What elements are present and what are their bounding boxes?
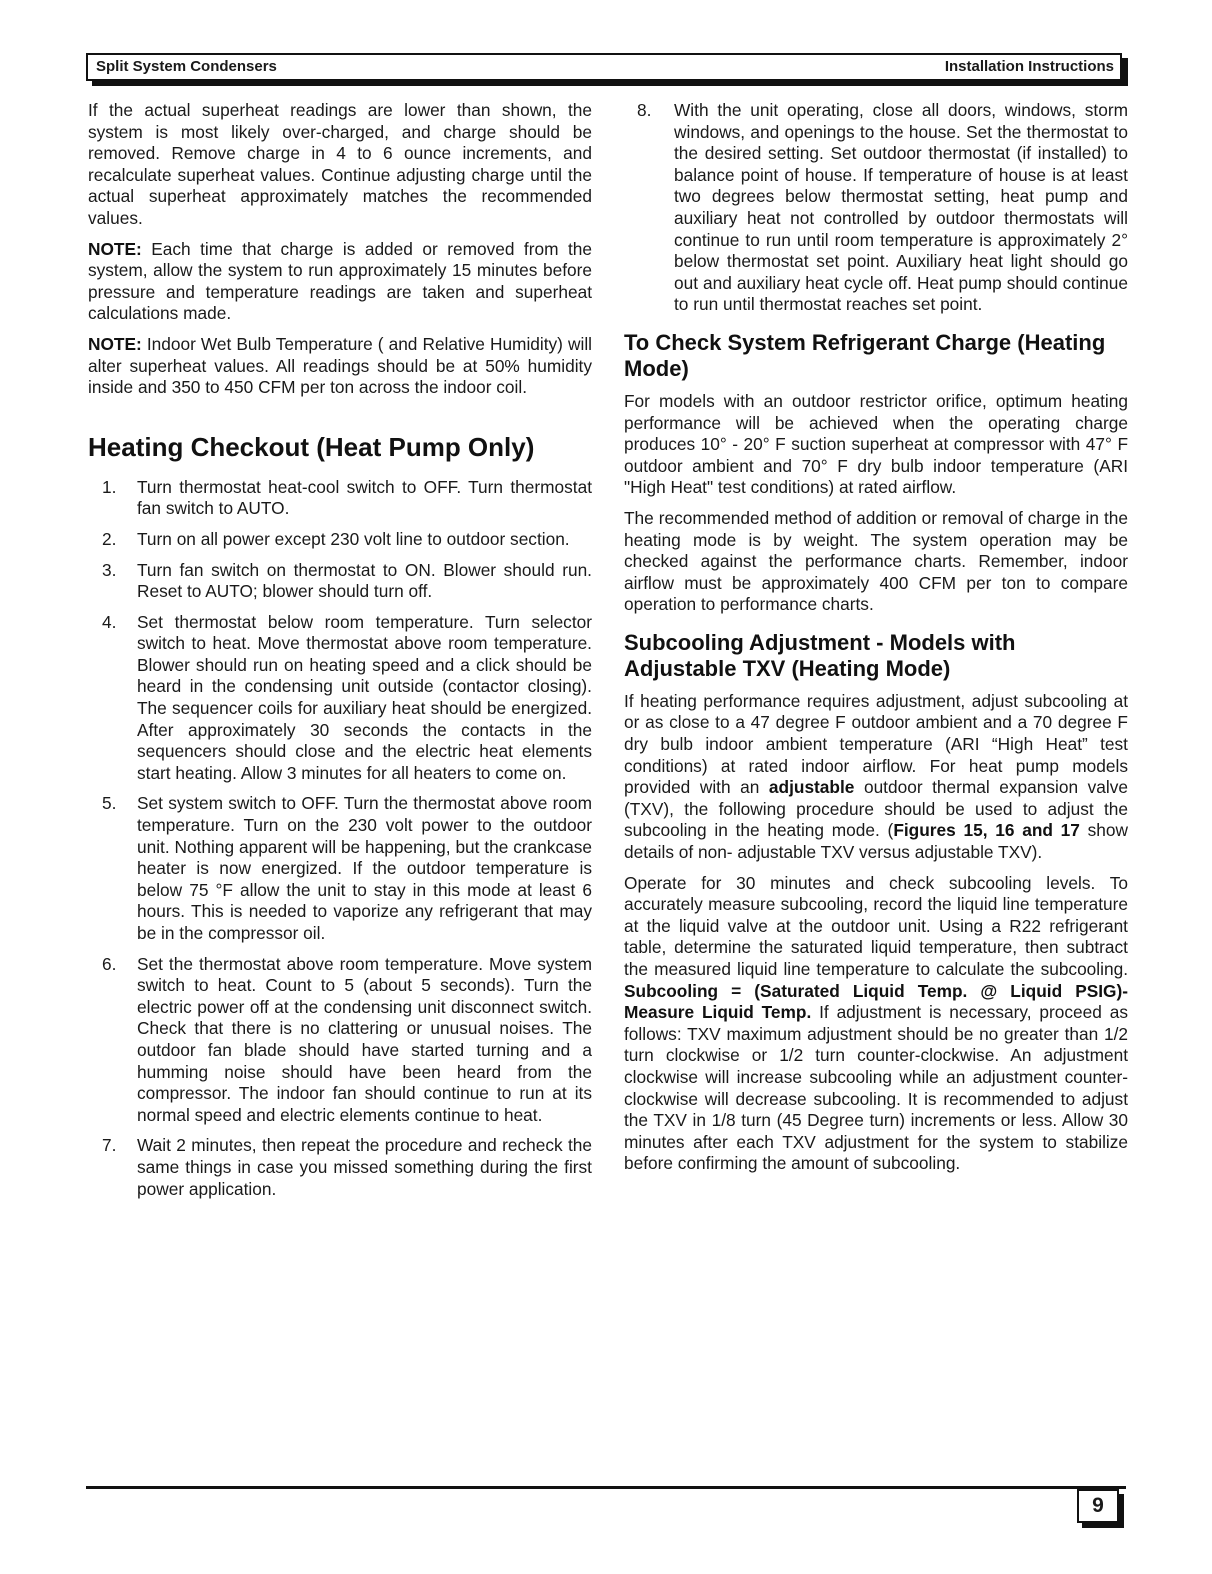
refrigerant-charge-paragraph-2: The recommended method of addition or removal of charge in the heating mode is by weight. The system operation may be checked against the performance charts. Remember, indoor airflow must be approximately 400 CFM per ton to compare operation to performance charts. <box>624 507 1128 615</box>
paragraph-text: show details of non- adjustable TXV versus adjustable TXV). <box>624 820 1128 863</box>
heating-checkout-heading: Heating Checkout (Heat Pump Only) <box>88 431 535 462</box>
page-number: 9 <box>1077 1489 1119 1523</box>
paragraph-text: outdoor thermal expansion valve (TXV), the following procedure should be used to adjust the subcooling in the heating mode. ( <box>624 777 1128 841</box>
step-text: Turn fan switch on thermostat to ON. Blower should run. Reset to AUTO; blower should turn off. <box>137 559 592 602</box>
figure-reference: Figures 15, 16 and 17 <box>893 820 1080 841</box>
note-text: Indoor Wet Bulb Temperature ( and Relative Humidity) will alter superheat values. All readings should be at 50% humidity inside and 350 to 450 CFM per ton across the indoor coil. <box>88 333 592 398</box>
note-label: NOTE: <box>88 238 142 259</box>
footer-rule <box>86 1486 1126 1489</box>
step-item <box>624 100 1128 316</box>
paragraph-text: Operate for 30 minutes and check subcooling levels. To accurately measure subcooling, record the liquid line temperature at the liquid valve at the outdoor unit. Using a R22 refrigerant table, determine the saturated liquid temperature, then subtract the measured liquid line temperature to calculate the subcooling. <box>624 872 1128 979</box>
step-number: 3. <box>102 559 117 580</box>
step-text: Set thermostat below room temperature. Turn selector switch to heat. Move thermostat above room temperature. Blower should run on heating speed and a click should be heard in the condensing unit outside (contactor closing). The sequencer coils for auxiliary heat should be energized. After approximately 30 seconds the contacts in the sequencers should close and the electric heat elements start heating. Allow 3 minutes for all heaters to come on. <box>137 611 592 783</box>
step-item <box>88 529 592 551</box>
right-column <box>624 100 1128 1184</box>
header-section-title: Installation Instructions <box>944 58 1114 75</box>
superheat-paragraph: If the actual superheat readings are lower than shown, the system is most likely over-charged, and charge should be removed. Remove charge in 4 to 6 ounce increments, and recalculate superheat values. Continue adjusting charge until the actual superheat approximately matches the recommended values. <box>88 100 592 228</box>
left-column <box>88 100 592 1209</box>
step-text: Set the thermostat above room temperature. Move system switch to heat. Count to 5 (about 5 seconds). Turn the electric power off at the condensing unit disconnect switch. Check that there is no clattering or unusual noises. The outdoor fan blade should have started turning and a humming noise should have been heard from the compressor. The indoor fan should continue to run at its normal speed and electric elements continue to heat. <box>137 953 592 1125</box>
subcooling-paragraph-1 <box>624 691 1128 864</box>
step-number: 4. <box>102 611 117 632</box>
step-number: 8. <box>637 100 652 120</box>
note-text: Each time that charge is added or removed from the system, allow the system to run approximately 15 minutes before pressure and temperature readings are taken and superheat calculations made. <box>88 238 592 324</box>
step-number: 5. <box>102 793 117 814</box>
step-text: With the unit operating, close all doors, windows, storm windows, and openings to the house. Set the thermostat to the desired setting. Set outdoor thermostat (if installed) to balance point of house. If temperature of house is at least two degrees below thermostat setting, heat pump and auxiliary heat not controlled by outdoor thermostats will continue to run until room temperature is approximately 2° below thermostat set point. Auxiliary heat light should go out and auxiliary heat cycle off. Heat pump should continue to run until thermostat reaches set point. <box>674 100 1128 315</box>
note-charge-adjustment <box>88 239 592 325</box>
step-item <box>88 477 592 520</box>
note-wet-bulb <box>88 334 592 399</box>
header-document-title: Split System Condensers <box>96 58 277 75</box>
step-item <box>88 612 592 785</box>
step-number: 1. <box>102 476 117 497</box>
running-header <box>86 53 1122 81</box>
subcooling-paragraph-2 <box>624 873 1128 1175</box>
subcooling-formula: Subcooling = (Saturated Liquid Temp. @ Liquid PSIG)-Measure Liquid Temp. <box>624 980 1128 1023</box>
note-label: NOTE: <box>88 333 142 354</box>
step-item <box>88 954 592 1127</box>
step-item <box>88 1135 592 1200</box>
step-text: Turn on all power except 230 volt line to outdoor section. <box>137 528 570 549</box>
step-item <box>88 560 592 603</box>
subcooling-adjustment-heading: Subcooling Adjustment - Models with Adjustable TXV (Heating Mode) <box>624 629 1016 681</box>
step-number: 7. <box>102 1135 117 1156</box>
step-text: Turn thermostat heat-cool switch to OFF. Turn thermostat fan switch to AUTO. <box>137 476 592 519</box>
step-number: 2. <box>102 528 117 549</box>
paragraph-text: If adjustment is necessary, proceed as follows: TXV maximum adjustment should be no greater than 1/2 turn clockwise or 1/2 turn counter-clockwise. An adjustment clockwise will increase subcooling while an adjustment counter-clockwise will decrease subcooling. It is recommended to adjust the TXV in 1/8 turn (45 Degree turn) increments or less. Allow 30 minutes after each TXV adjustment for the system to stabilize before confirming the amount of subcooling. <box>624 1002 1128 1174</box>
refrigerant-charge-paragraph-1: For models with an outdoor restrictor orifice, optimum heating performance will be achieved when the operating charge produces 10° - 20° F suction superheat at compressor with 47° F outdoor ambient and 70° F dry bulb indoor temperature (ARI "High Heat" test conditions) at rated airflow. <box>624 390 1128 498</box>
bold-term: adjustable <box>768 777 855 798</box>
step-text: Wait 2 minutes, then repeat the procedure and recheck the same things in case you missed something during the first power application. <box>137 1135 592 1199</box>
step-number: 6. <box>102 953 117 974</box>
heating-checkout-steps <box>88 477 592 1200</box>
refrigerant-charge-heading: To Check System Refrigerant Charge (Heating Mode) <box>624 329 1106 381</box>
step-text: Set system switch to OFF. Turn the thermostat above room temperature. Turn on the 230 volt power to the outdoor unit. Nothing apparent will be happening, but the crankcase heater is now energized. If the outdoor temperature is below 75 °F allow the unit to stay in this mode at least 6 hours. This is needed to vaporize any refrigerant that may be in the compressor oil. <box>137 793 592 943</box>
paragraph-text: If heating performance requires adjustment, adjust subcooling at or as close to a 47 degree F outdoor ambient and a 70 degree F dry bulb indoor ambient temperature (ARI “High Heat” test conditions) at rated indoor airflow. For heat pump models provided with an <box>624 690 1128 798</box>
heating-checkout-steps-continued <box>624 100 1128 316</box>
step-item <box>88 793 592 944</box>
